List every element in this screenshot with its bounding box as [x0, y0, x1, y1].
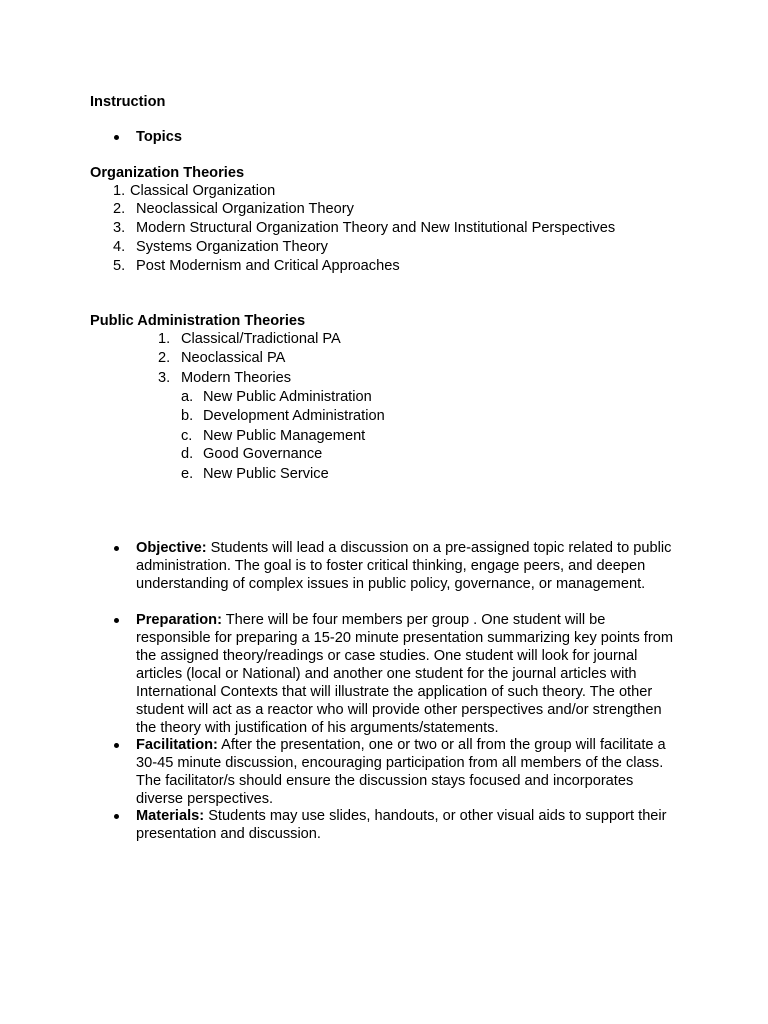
topics-label: Topics	[136, 129, 182, 145]
sub-list-item: Good Governance	[203, 446, 323, 462]
sub-list-item: New Public Administration	[203, 389, 372, 405]
bullet-icon	[114, 618, 119, 623]
list-item: Modern Theories	[181, 370, 292, 386]
list-item: Classical/Tradictional PA	[181, 331, 341, 347]
materials-text: Students may use slides, handouts, or other visual aids to support their presentation and discussion.	[136, 808, 667, 842]
org-theories-title: Organization Theories	[90, 165, 245, 181]
list-item-number: 2.	[113, 201, 126, 217]
sub-list-item-letter: d.	[181, 446, 194, 462]
bullet-icon	[114, 814, 119, 819]
list-item-number: 5.	[113, 258, 126, 274]
objective-text: Students will lead a discussion on a pre-assigned topic related to public administration. The goal is to foster critical thinking, engage peers, and deepen understanding of complex issues in public policy, governance, or management.	[136, 540, 672, 592]
objective-label: Objective:	[136, 540, 207, 556]
list-item-number: 1.	[113, 183, 126, 199]
list-item: Systems Organization Theory	[136, 239, 328, 255]
sub-list-item-letter: a.	[181, 389, 194, 405]
sub-list-item: Development Administration	[203, 408, 385, 424]
list-item-number: 1.	[158, 331, 171, 347]
facilitation-paragraph	[136, 736, 681, 808]
list-item: Post Modernism and Critical Approaches	[136, 258, 400, 274]
list-item: Neoclassical PA	[181, 350, 286, 366]
bullet-icon	[114, 743, 119, 748]
materials-label: Materials:	[136, 808, 205, 824]
sub-list-item: New Public Management	[203, 428, 366, 444]
list-item-number: 4.	[113, 239, 126, 255]
list-item: Classical Organization	[130, 183, 276, 199]
list-item-number: 3.	[158, 370, 171, 386]
sub-list-item-letter: b.	[181, 408, 194, 424]
sub-list-item-letter: c.	[181, 428, 193, 444]
objective-paragraph	[136, 539, 681, 593]
facilitation-text: After the presentation, one or two or all from the group will facilitate a 30-45 minute discussion, encouraging participation from all members of the class. The facilitator/s should ensure the discussion stays focused and incorporates diverse perspectives.	[136, 737, 666, 807]
list-item: Modern Structural Organization Theory and New Institutional Perspectives	[136, 220, 616, 236]
preparation-paragraph	[136, 611, 681, 737]
bullet-icon	[114, 546, 119, 551]
list-item-number: 3.	[113, 220, 126, 236]
materials-paragraph	[136, 807, 681, 843]
list-item-number: 2.	[158, 350, 171, 366]
list-item: Neoclassical Organization Theory	[136, 201, 354, 217]
sub-list-item: New Public Service	[203, 466, 329, 482]
preparation-text: There will be four members per group . One student will be responsible for preparing a 15-20 minute presentation summarizing key points from the assigned theory/readings or case studies. One student will look for journal articles (local or National) and another one student for the journal articles with International Contexts that will illustrate the application of such theory. The other student will act as a reactor who will provide other perspectives and/or strengthen the theory with justification of his arguments/statements.	[136, 612, 673, 736]
bullet-icon	[114, 135, 119, 140]
pa-theories-title: Public Administration Theories	[90, 313, 306, 329]
preparation-label: Preparation:	[136, 612, 222, 628]
document-heading: Instruction	[90, 94, 166, 110]
facilitation-label: Facilitation:	[136, 737, 218, 753]
sub-list-item-letter: e.	[181, 466, 194, 482]
